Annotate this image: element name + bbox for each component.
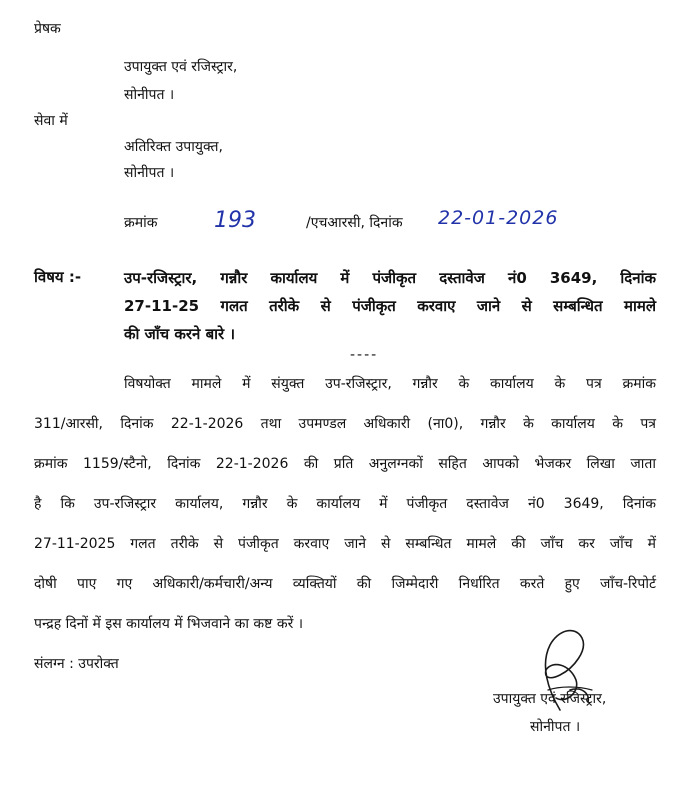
recipient-designation: अतिरिक्त उपायुक्त, xyxy=(124,139,223,155)
body-line: क्रमांक 1159/स्टैनो, दिनांक 22-1-2026 की प्रति अनुलग्नकों सहित आपको भेजकर लिखा जाता xyxy=(34,456,656,472)
sender-place: सोनीपत । xyxy=(124,87,175,103)
signatory-designation: उपायुक्त एवं रजिस्ट्रार, xyxy=(493,691,607,707)
subject-label: विषय :- xyxy=(34,268,82,286)
reference-office-code: /एचआरसी, दिनांक xyxy=(306,215,403,231)
subject-line: 27-11-25 गलत तरीके से पंजीकृत करवाए जाने से सम्बन्धित मामले xyxy=(124,297,656,315)
sender-designation: उपायुक्त एवं रजिस्ट्रार, xyxy=(124,59,238,75)
divider: ---- xyxy=(350,347,379,363)
reference-number-handwritten: 193 xyxy=(214,208,256,233)
body-line: विषयोक्त मामले में संयुक्त उप-रजिस्ट्रार, गन्नौर के कार्यालय के पत्र क्रमांक xyxy=(124,376,656,392)
body-line: 27-11-2025 गलत तरीके से पंजीकृत करवाए जाने से सम्बन्धित मामले की जाँच कर जाँच में xyxy=(34,536,656,552)
signatory-place: सोनीपत । xyxy=(530,719,581,735)
body-line: 311/आरसी, दिनांक 22-1-2026 तथा उपमण्डल अधिकारी (ना0), गन्नौर के कार्यालय के पत्र xyxy=(34,416,656,432)
body-line: पन्द्रह दिनों में इस कार्यालय में भिजवाने का कष्ट करें । xyxy=(34,616,304,632)
recipient-label: सेवा में xyxy=(34,113,68,129)
reference-date-handwritten: 22-01-2026 xyxy=(438,207,559,229)
subject-line: उप-रजिस्ट्रार, गन्नौर कार्यालय में पंजीकृत दस्तावेज नं0 3649, दिनांक xyxy=(124,269,656,287)
body-line: दोषी पाए गए अधिकारी/कर्मचारी/अन्य व्यक्तियों की जिम्मेदारी निर्धारित करते हुए जाँच-रिपोर्ट xyxy=(34,576,656,592)
recipient-place: सोनीपत । xyxy=(124,165,175,181)
sender-label: प्रेषक xyxy=(34,21,61,37)
enclosure-note: संलग्न : उपरोक्त xyxy=(34,656,119,672)
reference-label: क्रमांक xyxy=(124,215,158,231)
body-line: है कि उप-रजिस्ट्रार कार्यालय, गन्नौर के कार्यालय में पंजीकृत दस्तावेज नं0 3649, दिनांक xyxy=(34,496,656,512)
subject-line: की जाँच करने बारे । xyxy=(124,325,236,343)
